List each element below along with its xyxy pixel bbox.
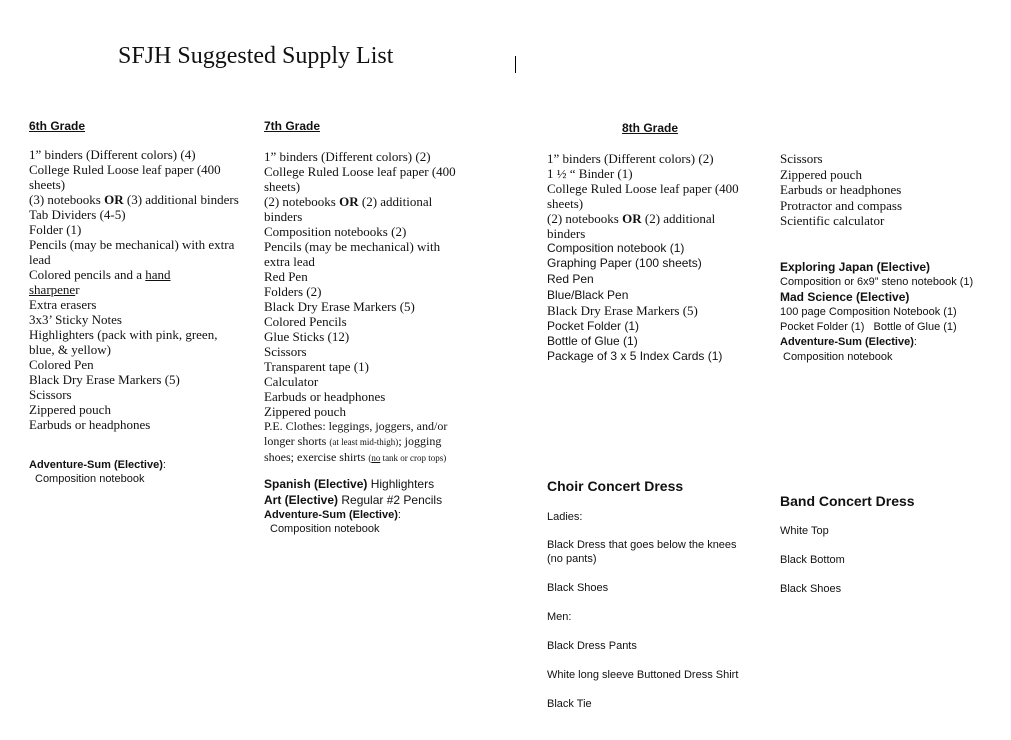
item-text-bold: OR [339,194,359,209]
list-item: Bottle of Glue (1) [547,334,638,348]
elective-name: Adventure-Sum (Elective) [780,335,914,348]
list-item: Scissors [264,344,307,359]
grade8-column-right [780,151,1000,365]
grade7-list [264,149,469,466]
list-item: Protractor and compass [780,197,903,213]
list-item: Pocket Folder (1) [547,319,640,333]
elective-label [780,335,1000,350]
list-item: College Ruled Loose leaf paper (400 sheets) [547,181,739,211]
choir-pants: Black Dress Pants [547,640,637,652]
grade6-elective [29,458,239,486]
elective-item: Highlighters [367,477,435,491]
grade6-list [29,147,239,432]
list-item: Black Dry Erase Markers (5) [264,299,415,314]
elective-name: Adventure-Sum (Elective) [264,509,398,521]
list-item: Scientific calculator [780,213,885,228]
band-section [780,493,990,596]
elective-label [29,458,239,472]
elective-colon: : [162,459,166,471]
page-title: SFJH Suggested Supply List [118,43,394,69]
list-item: Red Pen [264,269,308,284]
list-item: Package of 3 x 5 Index Cards (1) [547,349,723,363]
text-cursor [515,56,516,73]
elective-name: Mad Science (Elective) [780,289,910,304]
item-text: ; jogging shoes; exercise shirts [264,434,442,464]
list-item [264,419,469,466]
list-item [29,192,239,207]
choir-heading: Choir Concert Dress [547,478,684,494]
choir-shoes: Black Shoes [547,582,609,594]
list-item: Pencils (may be mechanical) with extra lead [264,239,441,269]
choir-shirt: White long sleeve Buttoned Dress Shirt [547,669,739,681]
elective-item: Composition notebook [35,473,145,485]
list-item: Graphing Paper (100 sheets) [547,256,702,270]
elective-name: Spanish (Elective) [264,477,368,491]
list-item [29,267,239,297]
list-item: Earbuds or headphones [264,389,386,404]
list-item: Colored Pen [29,357,94,372]
item-text-small-underlined: no [371,453,381,463]
band-bottom: Black Bottom [780,554,845,566]
band-top: White Top [780,525,829,537]
elective-item: Regular #2 Pencils [338,493,443,507]
list-item: Composition notebook (1) [547,241,685,255]
item-text-small: tank or crop tops) [380,453,447,463]
list-item: Pencils (may be mechanical) with extra lead [29,237,235,267]
grade6-heading: 6th Grade [29,119,86,133]
list-item: 1 ½ “ Binder (1) [547,166,633,181]
choir-ladies: Ladies: [547,511,583,523]
elective-label [264,508,469,522]
item-text-small: ( [368,453,372,463]
list-item: Folders (2) [264,284,322,299]
elective-colon: : [913,335,917,348]
elective-spanish [264,476,469,492]
list-item: Transparent tape (1) [264,359,369,374]
list-item: Zippered pouch [780,166,862,182]
grade7-electives [264,476,469,536]
list-item: 1” binders (Different colors) (4) [29,147,196,162]
grade6-column [29,119,239,486]
list-item: Earbuds or headphones [29,417,151,432]
list-item: Earbuds or headphones [780,182,902,197]
item-text-small: (at least mid-thigh) [329,437,399,447]
elective-item: Composition notebook [783,350,893,363]
item-text: : leggings, joggers, and/or longer shorts [264,419,448,448]
list-item: Scissors [29,387,72,402]
grade7-heading: 7th Grade [264,119,321,133]
list-item: 3x3’ Sticky Notes [29,312,122,327]
list-item [264,194,469,224]
list-item: Highlighters (pack with pink, green, blue, & yellow) [29,327,218,357]
item-text-bold: OR [104,192,124,207]
item-text: (3) notebooks [29,192,105,207]
item-text: (2) notebooks [547,211,623,226]
grade7-column [264,119,469,536]
elective-item: Composition or 6x9” steno notebook (1) [780,275,974,288]
item-text-underlined: hand [145,267,171,282]
item-text: Colored pencils and a [29,267,146,282]
list-item: Glue Sticks (12) [264,329,350,344]
list-item: Red Pen [547,272,594,286]
list-item: Colored Pencils [264,314,347,329]
item-text-underlined: sharpene [29,282,76,297]
choir-tie: Black Tie [547,698,592,710]
list-item: Blue/Black Pen [547,288,629,302]
list-item: Black Dry Erase Markers (5) [29,372,180,387]
elective-item: 100 page Composition Notebook (1) [780,305,957,318]
choir-section [547,478,757,711]
item-text: (2) notebooks [264,194,340,209]
list-item: Calculator [264,374,319,389]
grade8-heading: 8th Grade [622,121,679,135]
list-item: 1” binders (Different colors) (2) [264,149,431,164]
list-item: Black Dry Erase Markers (5) [547,303,698,318]
list-item: Tab Dividers (4-5) [29,207,126,222]
item-text-bold: OR [622,211,642,226]
choir-men: Men: [547,611,572,623]
list-item: Zippered pouch [264,404,346,419]
grade8-list [547,151,752,364]
elective-name: Adventure-Sum (Elective) [29,459,163,471]
list-item: 1” binders (Different colors) (2) [547,151,714,166]
item-text: P.E. Clothes [264,419,323,433]
list-item: Scissors [780,151,823,166]
list-item: Zippered pouch [29,402,111,417]
elective-item: Composition notebook [270,523,380,535]
band-shoes: Black Shoes [780,583,842,595]
elective-colon: : [397,509,401,521]
grade8-column-left [547,151,752,364]
elective-name: Exploring Japan (Elective) [780,259,931,274]
choir-dress: Black Dress that goes below the knees (no pants) [547,539,737,565]
elective-name: Art (Elective) [264,493,339,507]
list-item [547,211,752,241]
list-item: Folder (1) [29,222,82,237]
list-item: Extra erasers [29,297,97,312]
item-text: (3) additional binders [123,192,239,207]
elective-art [264,492,469,508]
list-item: Composition notebooks (2) [264,224,407,239]
band-heading: Band Concert Dress [780,493,915,509]
list-item: College Ruled Loose leaf paper (400 sheets) [264,164,456,194]
item-text: r [75,282,80,297]
elective-item: Pocket Folder (1) Bottle of Glue (1) [780,320,957,333]
grade8-list-right [780,151,1000,229]
item-text: (2) additional binders [547,211,716,241]
item-text: (2) additional binders [264,194,433,224]
grade8-electives [780,260,1000,365]
list-item: College Ruled Loose leaf paper (400 sheets) [29,162,221,192]
